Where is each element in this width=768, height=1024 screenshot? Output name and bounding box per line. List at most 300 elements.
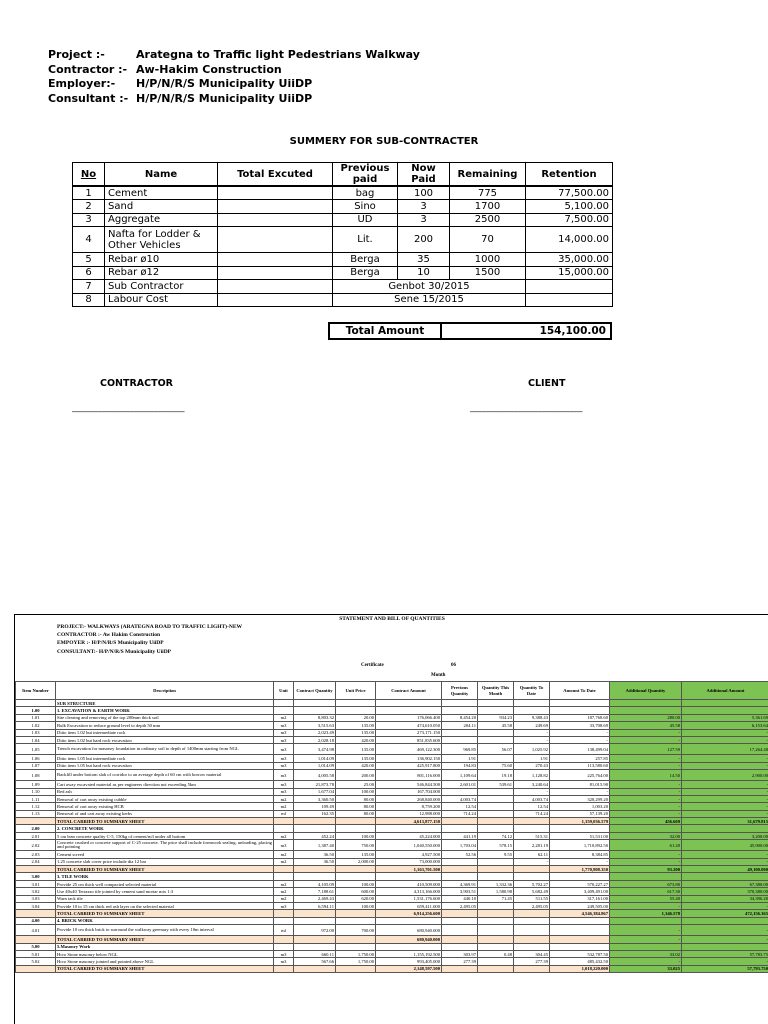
boq-cell: 9.55 bbox=[478, 851, 514, 858]
boq-cell: Concrete crushed or concrete support of C-25 concrete. The price shall include formwork sealing, unloading, placing and pointing bbox=[57, 839, 272, 850]
boq-cell: 1.13 bbox=[16, 810, 56, 817]
boq-cell: 1,155,192.500 bbox=[376, 950, 442, 957]
boq-cell: 4,927.500 bbox=[376, 851, 442, 858]
boq-row bbox=[16, 832, 768, 839]
boq-cell: 420.00 bbox=[336, 762, 376, 769]
boq-cell: 75.60 bbox=[478, 762, 514, 769]
boq-cell: 3,903.51 bbox=[442, 888, 478, 895]
boq-cell: 100.00 bbox=[336, 880, 376, 887]
boq-cell: 2.00 bbox=[16, 825, 56, 832]
boq-cell: 1,109.64 bbox=[442, 770, 478, 781]
boq-cell: 1.01 bbox=[16, 714, 56, 721]
boq-cell: 1.03 bbox=[16, 729, 56, 736]
boq-cell: 14.50 bbox=[610, 770, 682, 781]
boq-cell bbox=[294, 917, 336, 924]
boq-cell bbox=[442, 965, 478, 972]
boq-cell bbox=[16, 910, 56, 917]
boq-cell bbox=[294, 707, 336, 714]
project-value: Arategna to Traffic light Pedestrians Walkway bbox=[136, 48, 420, 61]
boq-cell: 74.12 bbox=[478, 832, 514, 839]
boq-cell: 71.45 bbox=[478, 895, 514, 902]
boq-cell bbox=[514, 866, 550, 873]
cell-no: 2 bbox=[73, 200, 105, 214]
boq-cell: 257.85 bbox=[550, 755, 610, 762]
boq-cell: 714.24 bbox=[514, 810, 550, 817]
boq-cell: 1,003.20 bbox=[550, 803, 610, 810]
boq-cell: 4,003.74 bbox=[514, 795, 550, 802]
cell-total bbox=[218, 280, 333, 294]
boq-cell: 3,240.64 bbox=[514, 781, 550, 788]
boq-cell: ml bbox=[274, 925, 294, 936]
boq-cell: 2,023.49 bbox=[294, 729, 336, 736]
boq-cell: 4,003.74 bbox=[442, 795, 478, 802]
boq-cell: 3.03 bbox=[16, 895, 56, 902]
boq-cell: 5.00 bbox=[16, 943, 56, 950]
boq-total-row bbox=[16, 936, 768, 943]
boq-cell bbox=[442, 729, 478, 736]
boq-cell: 1,014.09 bbox=[294, 755, 336, 762]
boq-cell: m3 bbox=[274, 722, 294, 729]
boq-cell: 33.02 bbox=[610, 950, 682, 957]
boq-cell bbox=[550, 700, 610, 707]
boq-cell: 452.24 bbox=[294, 832, 336, 839]
boq-cell bbox=[550, 707, 610, 714]
boq-cell: Trench excavation for masonry foundation in ordinary soil to depth of 1400mm starting from NGL bbox=[56, 744, 274, 755]
boq-total-row bbox=[16, 818, 768, 825]
boq-cell bbox=[514, 936, 550, 943]
boq-section-row bbox=[16, 707, 768, 714]
boq-cell bbox=[514, 943, 550, 950]
boq-cell: 3.00 bbox=[16, 873, 56, 880]
boq-cell: 100.00 bbox=[336, 832, 376, 839]
boq-cell: 1.10 bbox=[16, 788, 56, 795]
boq-cell bbox=[294, 965, 336, 972]
boq-row bbox=[16, 810, 768, 817]
boq-cell: 6,153.64 bbox=[682, 722, 768, 729]
boq-cell: - bbox=[682, 795, 768, 802]
boq-cell: m2 bbox=[274, 880, 294, 887]
boq-cell: Removal of and cart away existing kerbs bbox=[56, 810, 274, 817]
boq-total-row bbox=[16, 965, 768, 972]
boq-row bbox=[16, 781, 768, 788]
boq-cell bbox=[336, 910, 376, 917]
boq-cell: m3 bbox=[274, 958, 294, 965]
boq-cell bbox=[16, 818, 56, 825]
table-header-row bbox=[73, 163, 613, 187]
boq-cell: 1.05 bbox=[16, 744, 56, 755]
boq-cell bbox=[478, 707, 514, 714]
boq-cell: 1,580.98 bbox=[478, 888, 514, 895]
boq-cell: 2.01 bbox=[16, 832, 56, 839]
boq-cell bbox=[274, 866, 294, 873]
boq-cell bbox=[336, 825, 376, 832]
client-signature-label: CLIENT bbox=[528, 378, 566, 389]
boq-row bbox=[16, 795, 768, 802]
bill-of-quantities bbox=[14, 614, 768, 1024]
cell-now: 100 bbox=[398, 186, 450, 200]
boq-cell: 33,708.69 bbox=[550, 722, 610, 729]
boq-cell: 4,546,384.867 bbox=[550, 910, 610, 917]
boq-cell: 2,900.00 bbox=[682, 770, 768, 781]
boq-cell: 485,432.50 bbox=[550, 958, 610, 965]
boq-cell: 3,360.50 bbox=[294, 795, 336, 802]
consultant-label: Consultant :- bbox=[48, 91, 129, 105]
boq-employer: EMPOYER :- H/P/N/R/S Municipality UiiDP bbox=[57, 640, 164, 647]
boq-cell bbox=[514, 965, 550, 972]
boq-cell: 2,028.18 bbox=[294, 736, 336, 743]
cell-no: 3 bbox=[73, 213, 105, 227]
boq-cell bbox=[478, 910, 514, 917]
boq-cell: 20.00 bbox=[336, 714, 376, 721]
boq-cell: 109.49 bbox=[294, 803, 336, 810]
certificate-label: Certificate bbox=[361, 663, 384, 668]
cell-retention bbox=[526, 280, 613, 294]
cell-now: 200 bbox=[398, 227, 450, 253]
boq-cell bbox=[682, 943, 768, 950]
boq-cell: 320,299.20 bbox=[550, 795, 610, 802]
boq-total-row bbox=[16, 866, 768, 873]
boq-cell bbox=[478, 965, 514, 972]
boq-cell: 474,610.050 bbox=[376, 722, 442, 729]
boq-cell: 100.00 bbox=[336, 902, 376, 909]
boq-cell bbox=[442, 917, 478, 924]
boq-cell bbox=[294, 866, 336, 873]
boq-cell bbox=[682, 873, 768, 880]
boq-cell: 469,122.300 bbox=[376, 744, 442, 755]
boq-cell: 1,710,892.50 bbox=[550, 840, 610, 851]
boq-cell bbox=[442, 943, 478, 950]
boq-row bbox=[16, 714, 768, 721]
boq-cell: 45,224.000 bbox=[376, 832, 442, 839]
boq-cell: 441.19 bbox=[442, 832, 478, 839]
cell-name: Rebar ø12 bbox=[105, 266, 218, 280]
boq-cell bbox=[478, 736, 514, 743]
boq-cell: - bbox=[514, 729, 550, 736]
cell-total bbox=[218, 213, 333, 227]
cell-prev: Sino bbox=[333, 200, 398, 214]
boq-cell: 32.00 bbox=[610, 832, 682, 839]
boq-cell: 660.11 bbox=[294, 950, 336, 957]
boq-cell: m3 bbox=[274, 840, 294, 851]
boq-section-row bbox=[16, 825, 768, 832]
boq-cell: 2,495.05 bbox=[514, 902, 550, 909]
boq-cell: 680,940.000 bbox=[376, 936, 442, 943]
boq-cell: - bbox=[610, 803, 682, 810]
employer-label: Employer:- bbox=[48, 77, 116, 90]
boq-cell: 425,917.800 bbox=[376, 762, 442, 769]
boq-cell: - bbox=[682, 803, 768, 810]
boq-title: STATEMENT AND BILL OF QUANTITIES bbox=[339, 616, 445, 622]
summary-title: SUMMERY FOR SUB-CONTRACTER bbox=[289, 136, 479, 147]
boq-cell: TOTAL CARRIED TO SUMMARY SHEET bbox=[56, 818, 274, 825]
boq-cell: - bbox=[550, 858, 610, 865]
boq-cell bbox=[376, 917, 442, 924]
boq-cell: m2 bbox=[274, 858, 294, 865]
boq-cell bbox=[376, 707, 442, 714]
boq-cell: - bbox=[610, 902, 682, 909]
boq-cell: - bbox=[682, 781, 768, 788]
cell-merged-date: Genbot 30/2015 bbox=[333, 280, 526, 294]
boq-cell: 187,768.60 bbox=[550, 714, 610, 721]
boq-cell: m3 bbox=[274, 770, 294, 781]
boq-cell: 1.11 bbox=[16, 795, 56, 802]
boq-cell: - bbox=[682, 936, 768, 943]
boq-cell bbox=[478, 858, 514, 865]
boq-cell bbox=[336, 866, 376, 873]
boq-cell: 1,346.578 bbox=[610, 910, 682, 917]
boq-cell: 1,040,550.000 bbox=[376, 840, 442, 851]
boq-section-row bbox=[16, 943, 768, 950]
boq-cell: 578.15 bbox=[478, 840, 514, 851]
boq-row bbox=[16, 736, 768, 743]
boq-cell bbox=[514, 707, 550, 714]
boq-cell bbox=[294, 825, 336, 832]
boq-cell: 36.50 bbox=[294, 851, 336, 858]
boq-row bbox=[16, 888, 768, 895]
column-header: Name bbox=[105, 163, 218, 187]
boq-column-header: Contract Quantity bbox=[294, 682, 336, 700]
column-header: Total Excuted bbox=[218, 163, 333, 187]
boq-cell: - bbox=[610, 795, 682, 802]
boq-cell: - bbox=[610, 936, 682, 943]
cell-merged-date: Sene 15/2015 bbox=[333, 293, 526, 307]
boq-cell bbox=[478, 943, 514, 950]
boq-cell: Use 40x40 Terrazzo tile jointed by cement sand mortar mix 1:3 bbox=[56, 888, 274, 895]
boq-cell: 700.00 bbox=[336, 925, 376, 936]
table-row bbox=[73, 200, 613, 214]
boq-cell bbox=[336, 700, 376, 707]
boq-cell bbox=[514, 910, 550, 917]
boq-cell: - bbox=[682, 902, 768, 909]
boq-cell: 36.50 bbox=[294, 858, 336, 865]
boq-cell: 136,902.150 bbox=[376, 755, 442, 762]
boq-cell: 3.02 bbox=[16, 888, 56, 895]
boq-project: PROJECT:- WALKWAYS (ARATEGNA ROAD TO TRAFFIC LIGHT)-NEW bbox=[57, 624, 242, 630]
boq-cell bbox=[274, 936, 294, 943]
boq-cell bbox=[442, 825, 478, 832]
cell-no: 6 bbox=[73, 266, 105, 280]
boq-cell: 277.39 bbox=[442, 958, 478, 965]
boq-cell: 3,474.98 bbox=[294, 744, 336, 755]
cell-now: 3 bbox=[398, 213, 450, 227]
column-header: Now Paid bbox=[398, 163, 450, 187]
boq-cell: 73,000.000 bbox=[376, 858, 442, 865]
boq-section-row bbox=[16, 873, 768, 880]
boq-cell: - bbox=[610, 788, 682, 795]
boq-cell: 17,264.48 bbox=[682, 744, 768, 755]
boq-cell: 1.06 bbox=[16, 755, 56, 762]
labour-cost-row bbox=[73, 293, 613, 307]
boq-cell: - bbox=[682, 925, 768, 936]
boq-cell: 45,900.00 bbox=[682, 840, 768, 851]
boq-cell bbox=[16, 866, 56, 873]
boq-cell: m3 bbox=[274, 736, 294, 743]
boq-cell: 277.39 bbox=[514, 958, 550, 965]
boq-cell bbox=[478, 925, 514, 936]
boq-cell: 4. BRICK WORK bbox=[56, 917, 274, 924]
boq-cell: 80.00 bbox=[336, 803, 376, 810]
boq-cell: 4,105.09 bbox=[294, 880, 336, 887]
boq-cell bbox=[274, 818, 294, 825]
boq-cell: TOTAL CARRIED TO SUMMARY SHEET bbox=[56, 965, 274, 972]
boq-column-header: Item Number bbox=[16, 682, 56, 700]
boq-cell: 6,594.11 bbox=[294, 902, 336, 909]
boq-cell bbox=[336, 873, 376, 880]
boq-cell: 113,580.60 bbox=[550, 762, 610, 769]
boq-cell: - bbox=[610, 736, 682, 743]
boq-cell: 1,677.04 bbox=[294, 788, 336, 795]
boq-cell: 49,100.000 bbox=[682, 866, 768, 873]
boq-cell: - bbox=[610, 851, 682, 858]
boq-cell bbox=[294, 873, 336, 880]
boq-cell bbox=[274, 965, 294, 972]
boq-cell: 532,787.50 bbox=[550, 950, 610, 957]
boq-cell: 249,505.00 bbox=[550, 902, 610, 909]
boq-cell: 9,388.43 bbox=[514, 714, 550, 721]
boq-cell: 2.02 bbox=[16, 840, 56, 851]
boq-cell: 1.09 bbox=[16, 781, 56, 788]
cell-now: 35 bbox=[398, 253, 450, 267]
boq-cell: 1,128.82 bbox=[514, 770, 550, 781]
boq-cell bbox=[376, 700, 442, 707]
cell-prev: Berga bbox=[333, 266, 398, 280]
boq-cell: 57,139.20 bbox=[550, 810, 610, 817]
boq-cell: Provide 10 to 15 cm thick red ash layer on the selected material bbox=[56, 902, 274, 909]
boq-cell bbox=[442, 873, 478, 880]
boq-cell: 3,200.00 bbox=[682, 832, 768, 839]
boq-cell: m3 bbox=[274, 755, 294, 762]
boq-cell bbox=[376, 825, 442, 832]
cell-no: 1 bbox=[73, 186, 105, 200]
boq-cell: Ditto item 1.02 but intermediate rock bbox=[56, 729, 274, 736]
boq-cell bbox=[514, 818, 550, 825]
boq-row bbox=[16, 729, 768, 736]
cell-total bbox=[218, 227, 333, 253]
boq-cell: - bbox=[682, 762, 768, 769]
boq-cell: Cart away excavated material as per engineers direction not exceeding 5km bbox=[56, 781, 274, 788]
boq-cell: - bbox=[550, 788, 610, 795]
table-row bbox=[73, 186, 613, 200]
boq-cell: 5.Masonry Work bbox=[56, 943, 274, 950]
boq-cell: - bbox=[682, 729, 768, 736]
cell-no: 8 bbox=[73, 293, 105, 307]
column-header: Remaining bbox=[450, 163, 526, 187]
boq-cell: - bbox=[610, 958, 682, 965]
boq-cell bbox=[274, 943, 294, 950]
boq-table bbox=[15, 681, 768, 973]
boq-cell bbox=[478, 825, 514, 832]
boq-info bbox=[57, 623, 242, 656]
boq-cell: m3 bbox=[274, 950, 294, 957]
boq-cell: 3,409,491.00 bbox=[550, 888, 610, 895]
boq-cell: m2 bbox=[274, 803, 294, 810]
boq-row bbox=[16, 755, 768, 762]
boq-cell: 33.025 bbox=[610, 965, 682, 972]
cell-total bbox=[218, 186, 333, 200]
boq-cell bbox=[336, 943, 376, 950]
boq-cell bbox=[478, 700, 514, 707]
total-amount-value: 154,100.00 bbox=[539, 325, 606, 337]
boq-cell: 5,702.27 bbox=[514, 880, 550, 887]
boq-cell: 2.04 bbox=[16, 858, 56, 865]
boq-cell: 280.00 bbox=[610, 714, 682, 721]
cell-remaining: 70 bbox=[450, 227, 526, 253]
sub-contractor-table bbox=[72, 162, 613, 307]
boq-cell: 3. TILE WORK bbox=[56, 873, 274, 880]
boq-cell bbox=[336, 818, 376, 825]
boq-cell bbox=[442, 866, 478, 873]
boq-cell: 1.08 bbox=[16, 770, 56, 781]
boq-cell: 1,025.92 bbox=[514, 744, 550, 755]
boq-cell: 2,469.43 bbox=[294, 895, 336, 902]
cell-no: 7 bbox=[73, 280, 105, 294]
boq-row bbox=[16, 958, 768, 965]
boq-cell: 472,156.365 bbox=[682, 910, 768, 917]
boq-cell bbox=[514, 825, 550, 832]
client-signature-line: ________________________________ bbox=[470, 403, 582, 412]
boq-cell: 4,313,166.000 bbox=[376, 888, 442, 895]
boq-cell: Removal of cart away existing HCB bbox=[56, 803, 274, 810]
boq-cell: 5,682.49 bbox=[514, 888, 550, 895]
boq-row bbox=[16, 722, 768, 729]
boq-cell: Provide 10 cm thick brick to surround the walkway greenary with every 10m interval bbox=[56, 925, 274, 936]
boq-cell: 1,750.00 bbox=[336, 958, 376, 965]
boq-cell: 993,405.000 bbox=[376, 958, 442, 965]
cell-now: 10 bbox=[398, 266, 450, 280]
boq-cell: 570,227.27 bbox=[550, 880, 610, 887]
boq-cell bbox=[274, 873, 294, 880]
boq-cell bbox=[478, 818, 514, 825]
cell-name: Aggregate bbox=[105, 213, 218, 227]
boq-cell: 45.58 bbox=[478, 722, 514, 729]
boq-cell bbox=[442, 858, 478, 865]
boq-cell bbox=[610, 917, 682, 924]
cell-retention: 5,100.00 bbox=[526, 200, 613, 214]
boq-cell: 167,704.000 bbox=[376, 788, 442, 795]
boq-cell: 370,380.00 bbox=[682, 888, 768, 895]
boq-cell: 4.00 bbox=[16, 917, 56, 924]
contractor-label: Contractor :- bbox=[48, 62, 128, 76]
boq-cell: 1.04 bbox=[16, 736, 56, 743]
boq-cell bbox=[294, 818, 336, 825]
boq-column-header: Additional Quantity bbox=[610, 682, 682, 700]
cell-retention: 14,000.00 bbox=[526, 227, 613, 253]
boq-cell bbox=[550, 873, 610, 880]
boq-cell bbox=[478, 902, 514, 909]
boq-cell bbox=[336, 936, 376, 943]
boq-cell: 420.00 bbox=[336, 736, 376, 743]
consultant-value: H/P/N/R/S Municipality UiiDP bbox=[136, 91, 313, 105]
boq-cell: 1.12 bbox=[16, 803, 56, 810]
boq-cell: 176,066.400 bbox=[376, 714, 442, 721]
boq-cell: 138,499.04 bbox=[550, 744, 610, 755]
boq-cell: 51,531.00 bbox=[550, 832, 610, 839]
boq-cell: Hcro Stone masonry below NGL bbox=[56, 950, 274, 957]
boq-cell: 12.54 bbox=[514, 803, 550, 810]
boq-cell: TOTAL CARRIED TO SUMMARY SHEET bbox=[56, 866, 274, 873]
cell-remaining: 1500 bbox=[450, 266, 526, 280]
boq-cell: 2. CONCRETE WORK bbox=[56, 825, 274, 832]
boq-cell: 19.18 bbox=[478, 770, 514, 781]
boq-cell bbox=[478, 755, 514, 762]
boq-cell bbox=[336, 965, 376, 972]
boq-cell: 969.85 bbox=[442, 744, 478, 755]
project-header bbox=[48, 48, 420, 106]
boq-cell bbox=[274, 707, 294, 714]
boq-cell: 0.48 bbox=[478, 950, 514, 957]
boq-cell bbox=[274, 825, 294, 832]
table-row bbox=[73, 266, 613, 280]
